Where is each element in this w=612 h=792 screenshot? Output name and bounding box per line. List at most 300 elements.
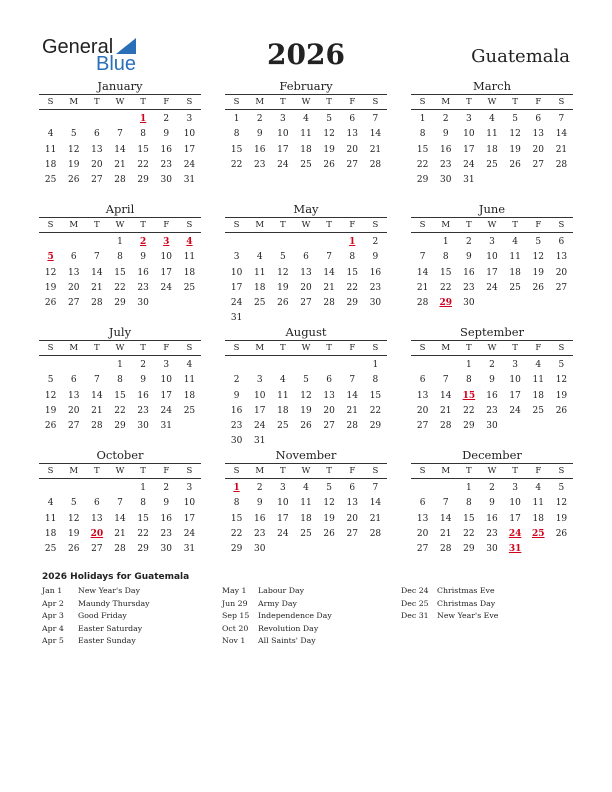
month-april — [39, 202, 201, 311]
day-cell: 22 — [369, 405, 382, 416]
day-cell: 24 — [183, 528, 196, 539]
weekday-label: S — [186, 466, 193, 476]
day-cell: 5 — [512, 114, 518, 124]
empty-day-cell — [434, 481, 457, 496]
holiday-row — [222, 598, 332, 611]
day-cell: 25 — [300, 528, 312, 539]
holiday-day-cell: 3 — [163, 237, 170, 247]
day-grid — [225, 235, 387, 327]
holiday-name: Easter Sunday — [78, 636, 136, 645]
day-cell: 21 — [439, 405, 452, 416]
day-cell: 21 — [369, 513, 382, 524]
day-cell: 4 — [512, 237, 518, 247]
day-cell: 22 — [230, 528, 243, 539]
day-cell: 9 — [442, 129, 449, 140]
day-cell: 20 — [323, 405, 335, 416]
day-cell: 8 — [419, 129, 426, 140]
day-cell: 15 — [114, 267, 126, 278]
month-name: May — [293, 202, 319, 216]
holidays-title: 2026 Holidays for Guatemala — [42, 572, 190, 582]
day-grid — [225, 358, 387, 450]
day-cell: 25 — [183, 282, 196, 293]
day-cell: 19 — [300, 405, 312, 416]
day-cell: 20 — [67, 405, 80, 416]
day-cell: 15 — [463, 513, 475, 524]
weekday-label: F — [535, 466, 542, 476]
day-cell: 28 — [439, 544, 452, 555]
day-cell: 5 — [70, 498, 77, 509]
day-cell: 22 — [439, 282, 452, 293]
holiday-day-cell: 1 — [349, 237, 356, 247]
day-cell: 21 — [114, 528, 126, 539]
day-cell: 19 — [277, 282, 289, 293]
day-cell: 24 — [230, 298, 243, 309]
day-cell: 5 — [535, 237, 542, 247]
day-cell: 12 — [555, 498, 568, 509]
day-cell: 7 — [372, 114, 379, 124]
day-cell: 14 — [114, 144, 126, 155]
holiday-day-cell: 24 — [508, 528, 522, 539]
day-cell: 29 — [114, 421, 126, 432]
month-august — [225, 325, 387, 450]
day-cell: 16 — [137, 390, 149, 401]
day-cell: 15 — [230, 144, 243, 155]
day-cell: 2 — [233, 375, 240, 386]
day-cell: 26 — [555, 528, 568, 539]
empty-day-cell — [411, 481, 434, 496]
day-cell: 7 — [442, 375, 449, 386]
day-cell: 6 — [70, 252, 77, 263]
day-cell: 25 — [44, 175, 57, 186]
weekday-label: S — [419, 466, 426, 476]
weekday-label: F — [349, 220, 356, 230]
holiday-name: All Saints' Day — [258, 636, 316, 645]
day-cell: 21 — [346, 405, 358, 416]
day-cell: 18 — [509, 267, 521, 278]
day-cell: 6 — [419, 375, 426, 386]
weekday-label: F — [535, 97, 542, 107]
day-cell: 2 — [442, 114, 449, 124]
holiday-date: Dec 24 — [401, 586, 429, 595]
day-cell: 18 — [300, 513, 312, 524]
weekday-label: W — [301, 343, 311, 353]
weekday-label: S — [558, 343, 565, 353]
weekday-label: W — [301, 97, 311, 107]
day-cell: 20 — [416, 405, 429, 416]
empty-day-cell — [62, 481, 85, 496]
weekday-label: F — [349, 466, 356, 476]
month-name: October — [96, 448, 144, 462]
holiday-row — [222, 623, 332, 636]
day-cell: 3 — [279, 114, 286, 124]
day-cell: 30 — [463, 298, 475, 309]
day-cell: 23 — [463, 282, 475, 293]
day-cell: 9 — [465, 252, 472, 263]
day-cell: 9 — [233, 390, 240, 401]
day-cell: 13 — [416, 390, 429, 401]
day-cell: 21 — [114, 159, 126, 170]
day-cell: 8 — [465, 375, 472, 386]
day-cell: 10 — [183, 129, 196, 140]
weekday-label: T — [94, 466, 100, 476]
day-cell: 3 — [465, 114, 472, 124]
day-cell: 17 — [277, 144, 289, 155]
holiday-day-cell: 31 — [508, 544, 522, 555]
logo-word-general: General — [42, 36, 114, 58]
weekday-label: M — [255, 97, 265, 107]
day-cell: 10 — [509, 375, 521, 386]
month-may — [225, 202, 387, 327]
day-cell: 16 — [230, 405, 243, 416]
empty-day-cell — [62, 112, 85, 127]
weekday-label: T — [280, 466, 286, 476]
weekday-label: M — [255, 343, 265, 353]
day-cell: 19 — [44, 405, 57, 416]
day-cell: 19 — [67, 159, 80, 170]
day-cell: 16 — [439, 144, 452, 155]
day-cell: 26 — [323, 528, 335, 539]
day-cell: 30 — [486, 544, 498, 555]
day-cell: 12 — [44, 390, 57, 401]
holiday-name: Maundy Thursday — [78, 598, 150, 608]
day-grid — [411, 235, 573, 311]
day-cell: 2 — [489, 360, 495, 370]
day-cell: 22 — [463, 405, 475, 416]
holiday-name: Christmas Eve — [437, 586, 495, 595]
day-cell: 23 — [486, 528, 498, 539]
weekday-header — [225, 217, 387, 233]
day-cell: 14 — [323, 267, 335, 278]
day-cell: 4 — [47, 129, 54, 140]
day-cell: 19 — [44, 282, 57, 293]
weekday-label: T — [466, 97, 472, 107]
weekday-label: S — [372, 220, 379, 230]
day-cell: 9 — [256, 129, 263, 140]
holiday-date: Nov 1 — [222, 636, 246, 645]
day-cell: 21 — [369, 144, 382, 155]
country-name: Guatemala — [471, 46, 570, 67]
day-cell: 29 — [416, 175, 429, 186]
holiday-row — [401, 598, 498, 611]
weekday-label: S — [186, 220, 193, 230]
month-january — [39, 79, 201, 188]
day-cell: 24 — [160, 282, 172, 293]
day-cell: 11 — [300, 129, 312, 140]
day-cell: 11 — [183, 252, 196, 263]
day-grid — [411, 112, 573, 188]
day-cell: 12 — [67, 513, 80, 524]
day-cell: 14 — [416, 267, 429, 278]
day-cell: 22 — [346, 282, 358, 293]
day-grid — [39, 112, 201, 188]
weekday-label: W — [115, 466, 125, 476]
weekday-label: T — [326, 97, 332, 107]
weekday-label: F — [163, 97, 170, 107]
day-cell: 23 — [160, 159, 172, 170]
weekday-label: S — [558, 220, 565, 230]
day-cell: 14 — [555, 129, 568, 140]
day-cell: 16 — [486, 390, 498, 401]
month-september — [411, 325, 573, 434]
day-cell: 30 — [160, 175, 172, 186]
day-cell: 8 — [117, 252, 123, 263]
holiday-name: Army Day — [258, 598, 297, 608]
weekday-label: W — [115, 97, 125, 107]
weekday-label: T — [466, 466, 472, 476]
day-cell: 10 — [160, 375, 172, 386]
day-cell: 27 — [532, 159, 544, 170]
day-cell: 17 — [509, 513, 521, 524]
day-cell: 28 — [114, 175, 126, 186]
day-cell: 10 — [253, 390, 266, 401]
day-cell: 29 — [369, 421, 382, 432]
weekday-label: W — [487, 97, 497, 107]
day-cell: 28 — [439, 421, 452, 432]
day-grid — [225, 481, 387, 557]
holiday-date: Apr 4 — [42, 623, 64, 633]
day-cell: 17 — [183, 144, 196, 155]
day-cell: 1 — [233, 114, 240, 124]
day-cell: 18 — [277, 405, 289, 416]
day-cell: 24 — [160, 405, 172, 416]
holiday-name: Easter Saturday — [78, 623, 143, 633]
weekday-label: S — [186, 97, 193, 107]
month-july — [39, 325, 201, 434]
day-cell: 28 — [114, 544, 126, 555]
empty-day-cell — [248, 235, 271, 250]
day-cell: 18 — [44, 159, 57, 170]
day-cell: 19 — [509, 144, 521, 155]
weekday-label: T — [512, 343, 518, 353]
weekday-label: M — [255, 220, 265, 230]
day-cell: 4 — [186, 360, 193, 370]
holiday-row — [42, 623, 150, 636]
day-cell: 25 — [486, 159, 498, 170]
day-cell: 15 — [137, 144, 149, 155]
day-cell: 6 — [303, 252, 309, 263]
empty-day-cell — [39, 112, 62, 127]
day-cell: 31 — [230, 313, 243, 324]
day-cell: 28 — [369, 159, 382, 170]
day-cell: 6 — [419, 498, 426, 509]
empty-day-cell — [225, 235, 248, 250]
day-cell: 27 — [346, 528, 358, 539]
day-cell: 29 — [230, 544, 243, 555]
empty-day-cell — [411, 358, 434, 373]
weekday-header — [225, 463, 387, 479]
day-cell: 26 — [323, 159, 335, 170]
day-cell: 25 — [509, 282, 521, 293]
weekday-label: S — [47, 220, 54, 230]
day-cell: 6 — [93, 498, 100, 509]
day-cell: 24 — [183, 159, 196, 170]
weekday-label: M — [69, 97, 79, 107]
day-cell: 1 — [419, 114, 426, 124]
weekday-label: F — [163, 343, 170, 353]
weekday-label: F — [535, 220, 542, 230]
day-cell: 26 — [532, 282, 544, 293]
day-cell: 20 — [346, 144, 358, 155]
holiday-day-cell: 5 — [47, 252, 54, 263]
day-cell: 20 — [532, 144, 544, 155]
day-cell: 17 — [160, 390, 172, 401]
day-cell: 20 — [416, 528, 429, 539]
day-cell: 12 — [555, 375, 568, 386]
day-cell: 6 — [558, 237, 565, 247]
holiday-date: Jan 1 — [42, 586, 63, 595]
weekday-label: T — [326, 466, 332, 476]
month-november — [225, 448, 387, 557]
month-name: April — [105, 202, 135, 216]
weekday-header — [39, 463, 201, 479]
day-cell: 2 — [256, 114, 263, 124]
day-cell: 12 — [323, 498, 335, 509]
day-cell: 9 — [489, 498, 495, 509]
day-cell: 4 — [47, 498, 54, 509]
holiday-date: Apr 3 — [42, 611, 64, 620]
day-cell: 24 — [253, 421, 266, 432]
weekday-label: S — [233, 343, 240, 353]
day-cell: 19 — [555, 513, 568, 524]
day-cell: 10 — [277, 129, 289, 140]
day-cell: 10 — [463, 129, 475, 140]
day-cell: 27 — [91, 175, 103, 186]
day-cell: 17 — [253, 405, 266, 416]
weekday-label: W — [301, 466, 311, 476]
weekday-label: F — [163, 220, 170, 230]
holiday-row — [222, 585, 332, 598]
day-grid — [411, 358, 573, 434]
weekday-label: F — [349, 97, 356, 107]
weekday-label: T — [280, 343, 286, 353]
day-cell: 10 — [486, 252, 498, 263]
day-cell: 13 — [416, 513, 429, 524]
holiday-name: Christmas Day — [437, 598, 496, 608]
day-cell: 30 — [369, 298, 382, 309]
day-cell: 14 — [439, 390, 452, 401]
day-cell: 17 — [509, 390, 521, 401]
empty-day-cell — [62, 235, 85, 250]
day-cell: 16 — [486, 513, 498, 524]
weekday-label: S — [233, 220, 240, 230]
day-cell: 11 — [300, 498, 312, 509]
day-cell: 24 — [486, 282, 498, 293]
empty-day-cell — [294, 235, 317, 250]
day-cell: 26 — [509, 159, 521, 170]
day-cell: 10 — [230, 267, 243, 278]
day-cell: 8 — [233, 498, 240, 509]
day-cell: 15 — [416, 144, 429, 155]
day-cell: 13 — [555, 252, 568, 263]
weekday-label: F — [163, 466, 170, 476]
day-cell: 13 — [67, 267, 80, 278]
day-cell: 18 — [532, 390, 544, 401]
day-cell: 31 — [183, 544, 196, 555]
day-cell: 2 — [372, 237, 379, 247]
day-cell: 3 — [489, 237, 495, 247]
day-cell: 30 — [253, 544, 266, 555]
day-cell: 11 — [486, 129, 498, 140]
day-cell: 6 — [326, 375, 332, 386]
day-cell: 14 — [91, 267, 103, 278]
day-cell: 19 — [555, 390, 568, 401]
day-cell: 27 — [67, 298, 80, 309]
weekday-header — [39, 94, 201, 110]
day-cell: 1 — [117, 237, 123, 247]
holiday-date: Jun 29 — [222, 598, 248, 608]
month-march — [411, 79, 573, 188]
empty-day-cell — [39, 235, 62, 250]
holiday-date: Oct 20 — [222, 623, 249, 633]
day-cell: 14 — [91, 390, 103, 401]
day-cell: 25 — [300, 159, 312, 170]
day-cell: 3 — [279, 483, 286, 493]
day-cell: 10 — [183, 498, 196, 509]
weekday-label: S — [186, 343, 193, 353]
holiday-row — [42, 610, 150, 623]
month-name: February — [279, 79, 333, 93]
day-cell: 28 — [323, 298, 335, 309]
day-cell: 31 — [160, 421, 172, 432]
day-cell: 20 — [300, 282, 312, 293]
weekday-label: W — [115, 220, 125, 230]
weekday-label: T — [140, 466, 146, 476]
empty-day-cell — [434, 358, 457, 373]
month-name: November — [275, 448, 337, 462]
day-cell: 25 — [253, 298, 266, 309]
day-cell: 15 — [439, 267, 452, 278]
day-cell: 12 — [532, 252, 544, 263]
day-cell: 12 — [323, 129, 335, 140]
month-february — [225, 79, 387, 173]
day-cell: 23 — [439, 159, 452, 170]
day-cell: 14 — [346, 390, 358, 401]
empty-day-cell — [85, 358, 108, 373]
day-cell: 5 — [326, 114, 332, 124]
weekday-label: F — [349, 343, 356, 353]
day-cell: 7 — [349, 375, 356, 386]
day-cell: 26 — [67, 544, 80, 555]
day-cell: 3 — [163, 360, 170, 370]
day-cell: 2 — [489, 483, 495, 493]
day-cell: 18 — [532, 513, 544, 524]
month-october — [39, 448, 201, 557]
day-cell: 29 — [137, 175, 149, 186]
weekday-label: M — [441, 466, 451, 476]
day-cell: 9 — [163, 129, 170, 140]
holiday-name: New Year's Eve — [437, 611, 499, 620]
day-cell: 1 — [465, 483, 472, 493]
day-cell: 5 — [326, 483, 332, 493]
day-cell: 15 — [230, 513, 243, 524]
day-cell: 27 — [323, 421, 335, 432]
weekday-label: T — [140, 220, 146, 230]
weekday-header — [39, 340, 201, 356]
day-cell: 8 — [442, 252, 449, 263]
empty-day-cell — [62, 358, 85, 373]
day-cell: 28 — [346, 421, 358, 432]
day-cell: 23 — [486, 405, 498, 416]
day-cell: 20 — [346, 513, 358, 524]
day-cell: 12 — [300, 390, 312, 401]
day-cell: 14 — [369, 129, 382, 140]
day-cell: 16 — [253, 513, 266, 524]
holiday-date: Dec 31 — [401, 611, 429, 620]
day-cell: 18 — [44, 528, 57, 539]
day-cell: 11 — [44, 144, 57, 155]
day-cell: 29 — [137, 544, 149, 555]
day-cell: 17 — [183, 513, 196, 524]
